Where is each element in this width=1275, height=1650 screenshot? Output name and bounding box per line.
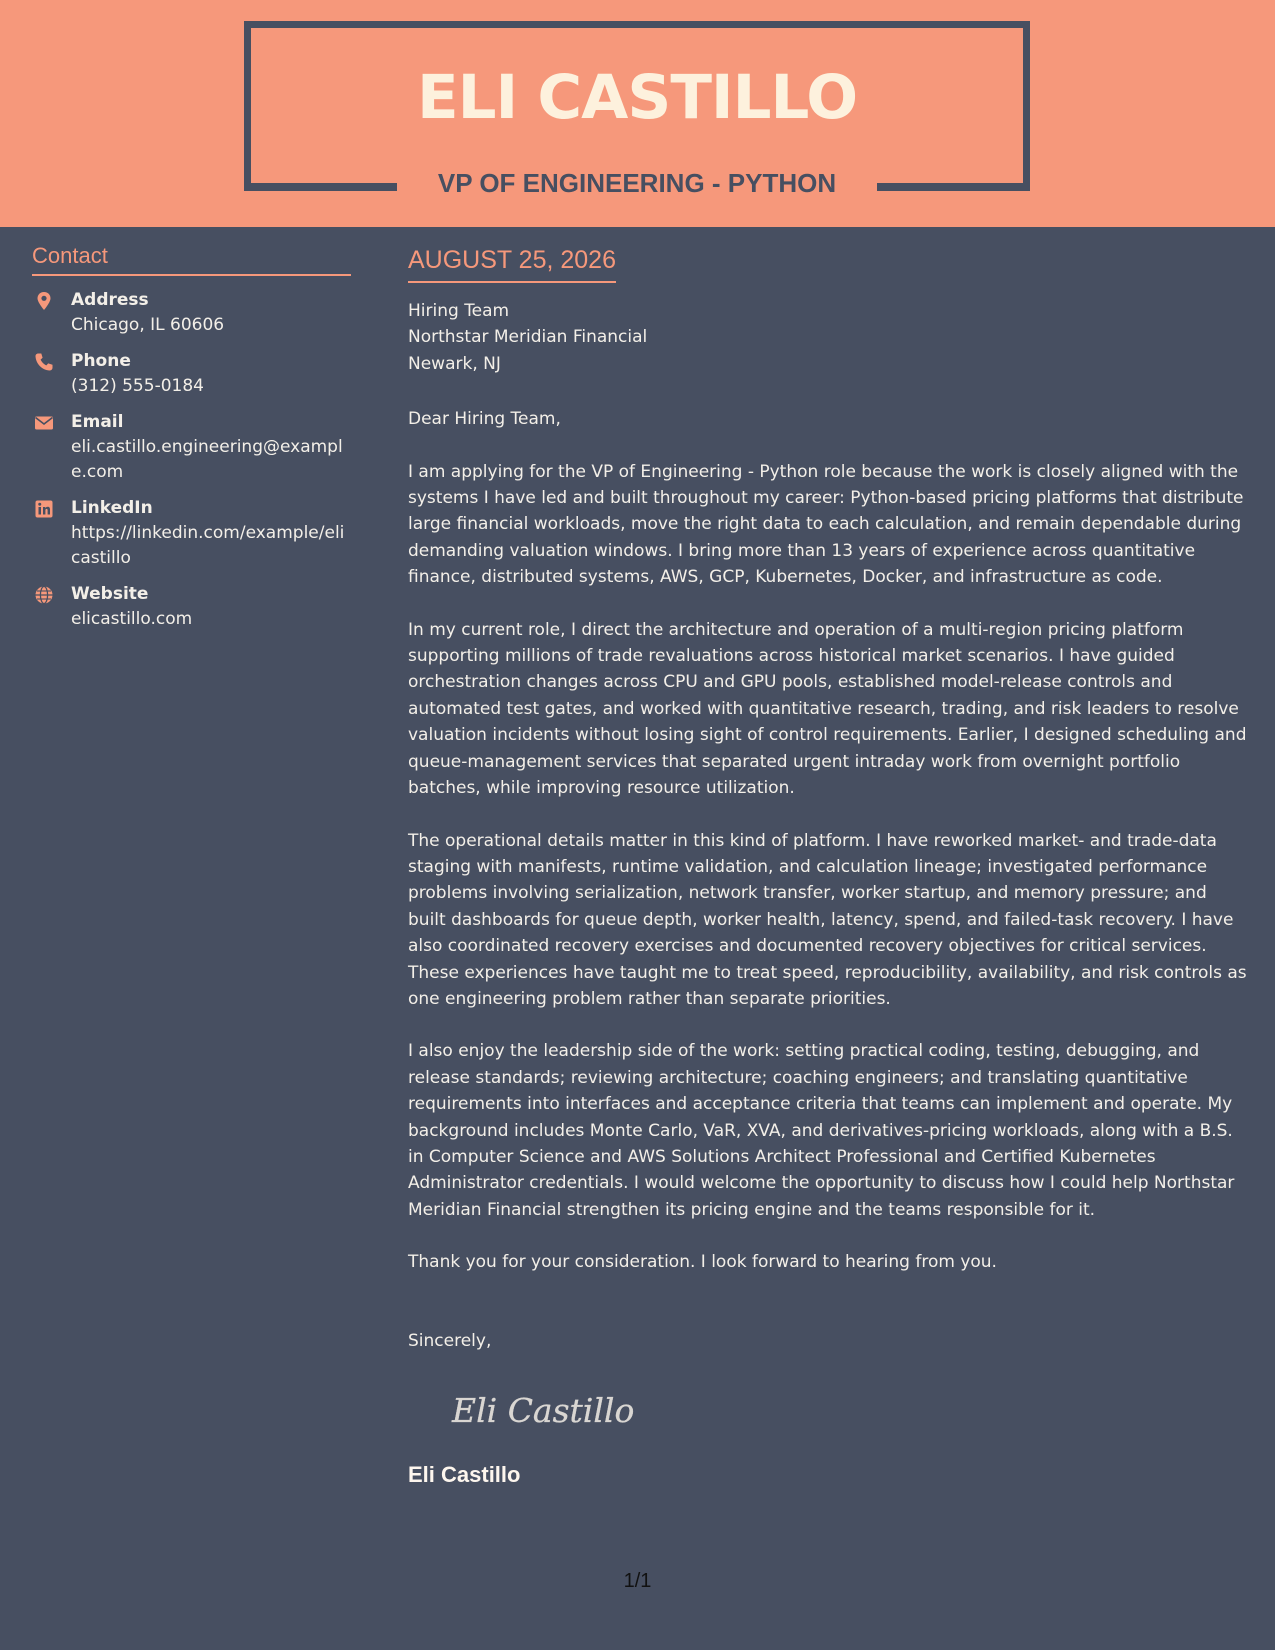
- contact-list: [32, 288, 351, 632]
- letter-body: [408, 244, 1248, 1490]
- contact-item-website: [32, 582, 351, 632]
- contact-heading: Contact: [32, 242, 351, 276]
- signature-text: Eli Castillo: [452, 1391, 635, 1430]
- contact-item-phone: [32, 349, 351, 399]
- closing: Sincerely,: [408, 1330, 492, 1351]
- name-frame-bottom-right: [877, 183, 1030, 191]
- recipient-line: Hiring Team: [408, 301, 510, 321]
- handwritten-signature: [448, 1384, 648, 1436]
- header-band: [0, 0, 1275, 227]
- letter-date: AUGUST 25, 2026: [408, 244, 616, 283]
- contact-label: LinkedIn: [71, 498, 153, 518]
- address-value: Chicago, IL 60606: [71, 315, 225, 335]
- contact-item-address: [32, 288, 351, 338]
- phone-icon: [34, 352, 54, 372]
- map-pin-icon: [34, 291, 54, 311]
- name-frame-bottom-left: [244, 183, 397, 191]
- globe-icon: [34, 585, 54, 605]
- job-title: VP OF ENGINEERING - PYTHON: [437, 168, 837, 198]
- salutation: Dear Hiring Team,: [408, 409, 561, 430]
- recipient-block: [408, 298, 1248, 377]
- letter-paragraph: I am applying for the VP of Engineering - Python role because the work is closely aligned with the systems I have led and built throughout my career: Python-based pricing platforms that distribute large financial workloads, move the right data to each calculation, and remain dependable during demanding valuation windows. I bring more than 13 years of experience across quantitative finance, distributed systems, AWS, GCP, Kubernetes, Docker, and infrastructure as code.: [408, 461, 1244, 588]
- page-number: 1/1: [623, 1570, 652, 1592]
- website-value[interactable]: elicastillo.com: [71, 609, 193, 629]
- contact-item-email: [32, 410, 351, 485]
- letter-paragraph: I also enjoy the leadership side of the work: setting practical coding, testing, debugging, and release standards; reviewing architecture; coaching engineers; and translating quantitative requirements into interfaces and acceptance criteria that teams can implement and operate. My background includes Monte Carlo, VaR, XVA, and derivatives-pricing workloads, along with a B.S. in Computer Science and AWS Solutions Architect Professional and Certified Kubernetes Administrator credentials. I would welcome the opportunity to discuss how I could help Northstar Meridian Financial strengthen its pricing engine and the teams responsible for it.: [408, 1041, 1235, 1220]
- signer-name: Eli Castillo: [408, 1462, 521, 1487]
- linkedin-value[interactable]: https://linkedin.com/example/elicastillo: [71, 523, 345, 568]
- phone-value: (312) 555-0184: [71, 376, 204, 396]
- contact-label: Phone: [71, 351, 131, 371]
- envelope-icon: [34, 413, 54, 433]
- recipient-company: Northstar Meridian Financial: [408, 327, 648, 348]
- letter-paragraph: The operational details matter in this kind of platform. I have reworked market- and trade-data staging with manifests, runtime validation, and calculation lineage; investigated performance problems involving serialization, network transfer, worker startup, and memory pressure; and built dashboards for queue depth, worker health, latency, spend, and failed-task recovery. I have also coordinated recovery exercises and documented recovery objectives for critical services. These experiences have taught me to treat speed, reproducibility, availability, and risk controls as one engineering problem rather than separate priorities.: [408, 830, 1247, 1009]
- linkedin-icon: [34, 499, 54, 519]
- contact-sidebar: [32, 242, 351, 643]
- recipient-location: Newark, NJ: [408, 353, 501, 374]
- contact-label: Website: [71, 584, 149, 604]
- letter-paragraph: In my current role, I direct the architecture and operation of a multi-region pricing platform supporting millions of trade revaluations across historical market scenarios. I have guided orchestration changes across CPU and GPU pools, established model-release controls and automated test gates, and worked with quantitative research, trading, and risk leaders to resolve valuation incidents without losing sight of control requirements. Earlier, I designed scheduling and queue-management services that separated urgent intraday work from overnight portfolio batches, while improving resource utilization.: [408, 619, 1247, 799]
- contact-label: Email: [71, 412, 124, 432]
- contact-item-linkedin: [32, 496, 351, 571]
- email-value[interactable]: eli.castillo.engineering@example.com: [71, 437, 343, 482]
- candidate-name: ELI CASTILLO: [416, 62, 858, 133]
- contact-label: Address: [71, 290, 149, 310]
- letter-paragraph: Thank you for your consideration. I look forward to hearing from you.: [408, 1252, 997, 1273]
